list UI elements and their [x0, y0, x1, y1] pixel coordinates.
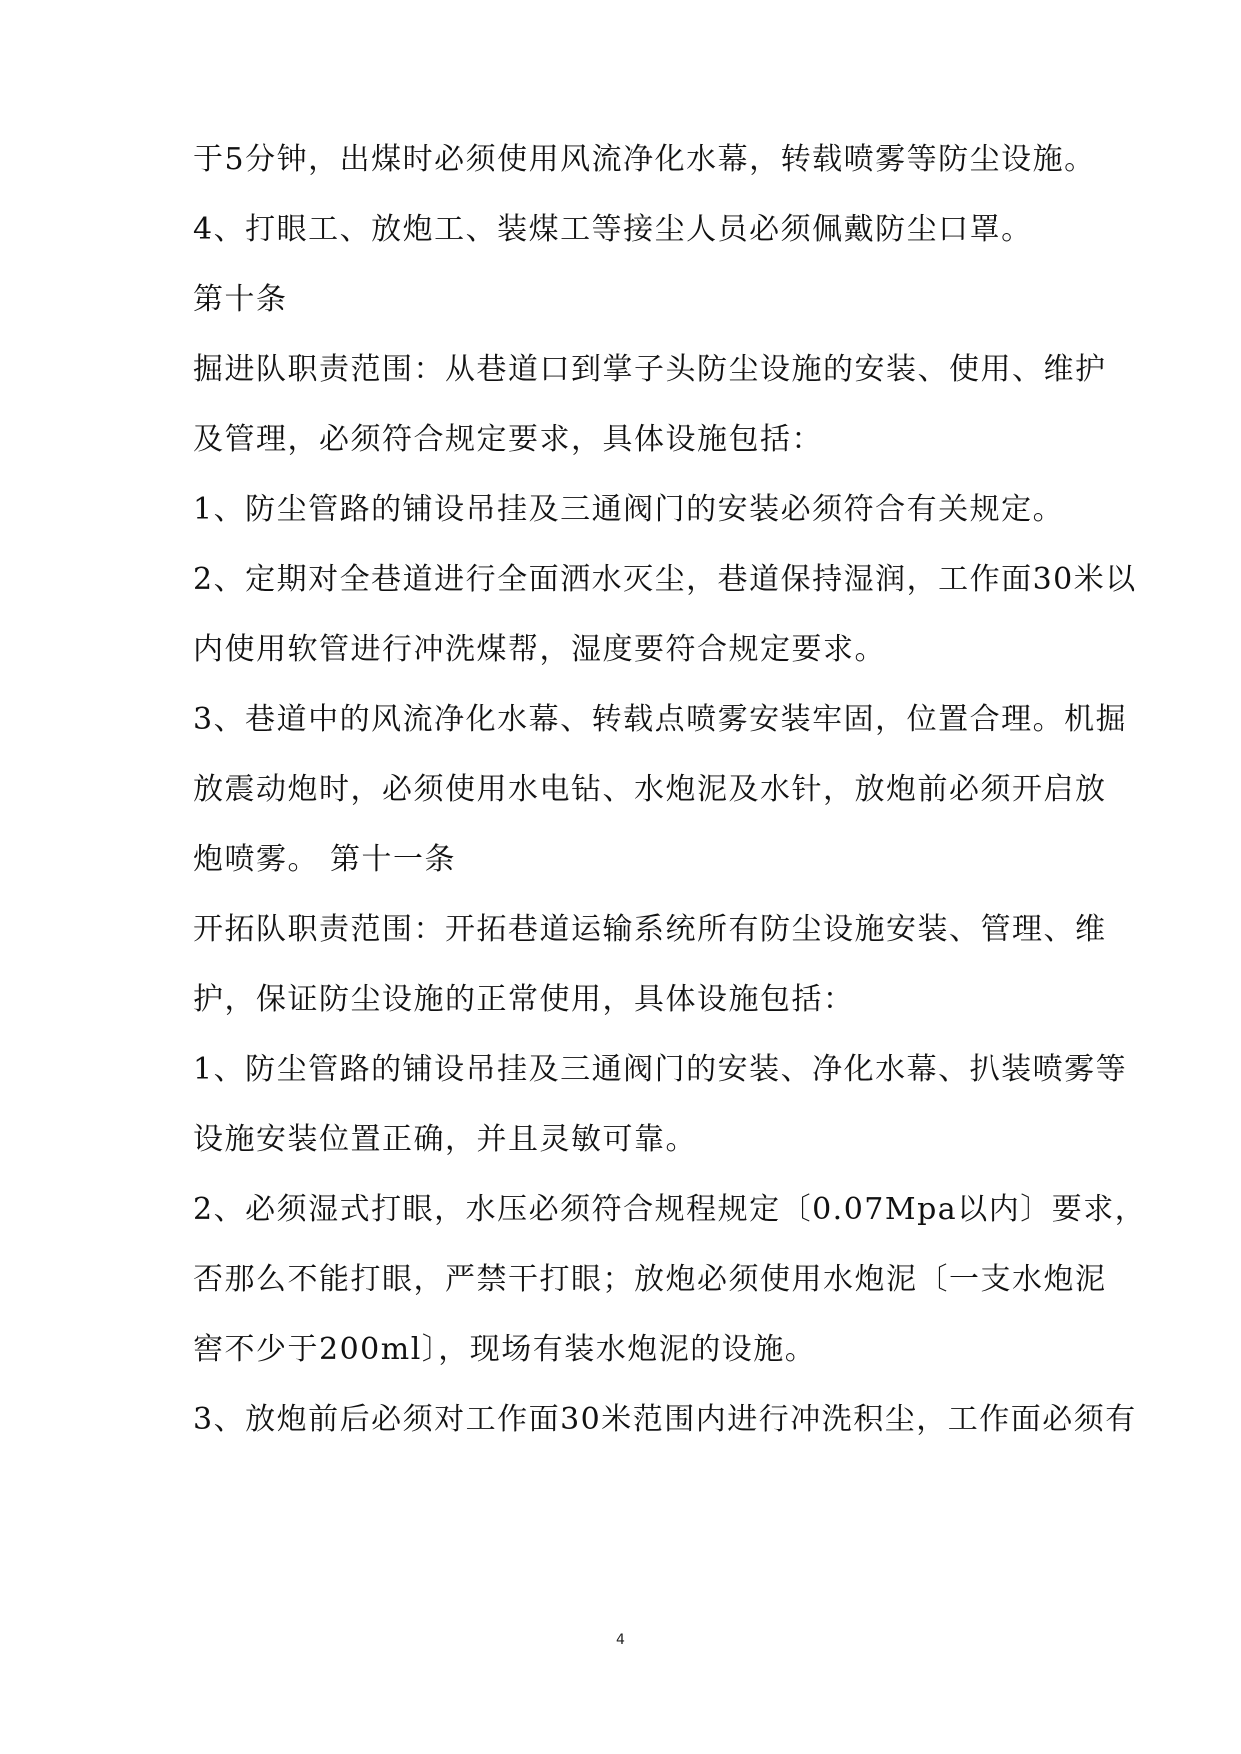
page-number: 4 — [616, 1632, 625, 1648]
text-line: 放震动炮时，必须使用水电钻、水炮泥及水针，放炮前必须开启放 — [193, 772, 1107, 807]
text-line: 2、定期对全巷道进行全面洒水灭尘，巷道保持湿润，工作面30米以 — [193, 562, 1137, 597]
text-line: 设施安装位置正确，并且灵敏可靠。 — [193, 1122, 697, 1157]
text-line: 3、巷道中的风流净化水幕、转载点喷雾安装牢固，位置合理。机掘 — [193, 702, 1128, 737]
section-heading: 第十条 — [193, 282, 288, 317]
text-line: 窖不少于200ml〕，现场有装水炮泥的设施。 — [193, 1332, 817, 1367]
text-line: 护，保证防尘设施的正常使用，具体设施包括： — [193, 982, 855, 1017]
text-line: 开拓队职责范围：开拓巷道运输系统所有防尘设施安装、管理、维 — [193, 912, 1107, 947]
text-line: 否那么不能打眼，严禁干打眼；放炮必须使用水炮泥〔一支水炮泥 — [193, 1262, 1107, 1297]
text-line: 2、必须湿式打眼，水压必须符合规程规定〔0.07Mpa以内〕要求， — [193, 1192, 1147, 1227]
text-line: 1、防尘管路的铺设吊挂及三通阀门的安装必须符合有关规定。 — [193, 492, 1065, 527]
text-line: 4、打眼工、放炮工、装煤工等接尘人员必须佩戴防尘口罩。 — [193, 212, 1033, 247]
text-line: 于5分钟，出煤时必须使用风流净化水幕，转载喷雾等防尘设施。 — [193, 142, 1096, 177]
text-line: 掘进队职责范围：从巷道口到掌子头防尘设施的安装、使用、维护 — [193, 352, 1107, 387]
text-line: 炮喷雾。 第十一条 — [193, 842, 457, 877]
text-line: 及管理，必须符合规定要求，具体设施包括： — [193, 422, 823, 457]
text-line: 内使用软管进行冲洗煤帮，湿度要符合规定要求。 — [193, 632, 886, 667]
text-line: 3、放炮前后必须对工作面30米范围内进行冲洗积尘，工作面必须有 — [193, 1402, 1137, 1437]
text-line: 1、防尘管路的铺设吊挂及三通阀门的安装、净化水幕、扒装喷雾等 — [193, 1052, 1128, 1087]
